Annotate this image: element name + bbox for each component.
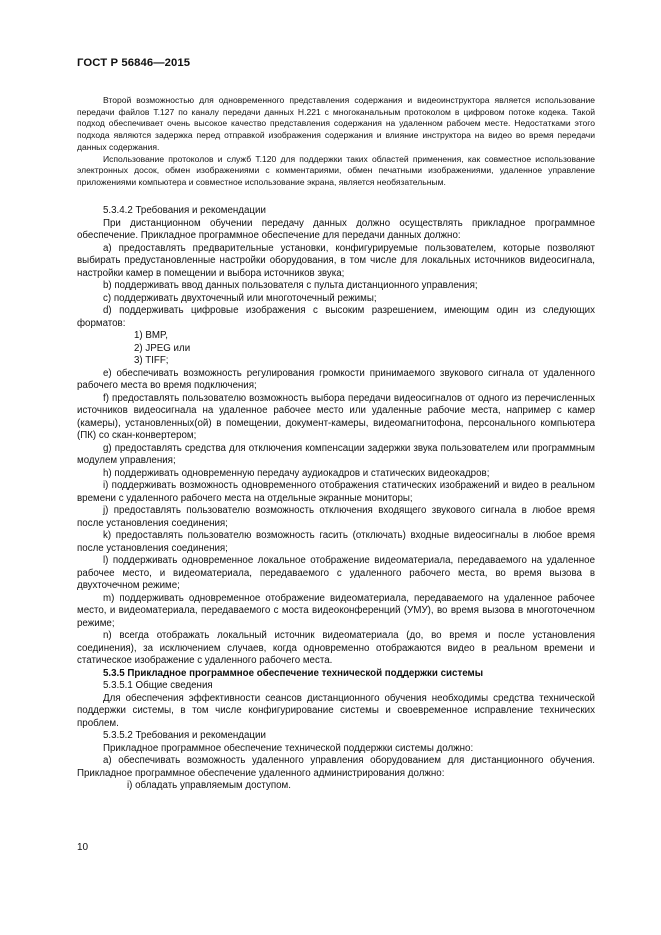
list-item: g) предоставлять средства для отключения компенсации задержки звука пользователем или программным модулем управления; xyxy=(77,442,595,466)
paragraph: Прикладное программное обеспечение технической поддержки системы должно: xyxy=(103,742,474,754)
list-item: l) поддерживать одновременное локальное отображение видеоматериала, передаваемого на удаленное рабочее место, и видеоматериала, передаваемого с удаленного рабочего места, во время вызова в двухточечном режиме; xyxy=(77,555,595,591)
section-heading: 5.3.5 Прикладное программное обеспечение технической поддержки системы xyxy=(103,667,484,679)
sub-list-item: 3) TIFF; xyxy=(134,355,169,366)
list-item: a) предоставлять предварительные установки, конфигурируемые пользователем, которые позволяют выбирать предустановленные настройки оборудования, в том числе для локальных источников видеосигнала, настройки камер в помещении и выбора источников звука; xyxy=(77,242,595,279)
subsection-heading: 5.3.5.1 Общие сведения xyxy=(103,680,213,691)
list-item: k) предоставлять пользователю возможность гасить (отключать) входные видеосигналы в любое время после установления соединения; xyxy=(77,530,595,554)
list-item: f) предоставлять пользователю возможность выбора передачи видеосигналов от одного из перечисленных источников видеосигнала на удаленное рабочее место или удаленные рабочие места, например с камер (камеры), установленных(ой) в помещении, документ-камеры, видеомагнитофона, персонального компьютера (ПК) со скан-конвертером; xyxy=(77,392,595,441)
page-number: 10 xyxy=(77,842,89,853)
list-item: n) всегда отображать локальный источник видеоматериала (до, во время и после установления соединения), за исключением случаев, когда одновременно отображаются видео в реальном времени и статическое изображение с удаленного рабочего места. xyxy=(77,630,595,666)
paragraph: При дистанционном обучении передачу данных должно осуществлять прикладное программное обеспечение. Прикладное программное обеспечение для передачи данных должно: xyxy=(77,217,595,241)
list-item: e) обеспечивать возможность регулирования громкости принимаемого звукового сигнала от удаленного рабочего места во время подключения; xyxy=(77,367,595,391)
subsection-heading: 5.3.5.2 Требования и рекомендации xyxy=(103,730,266,741)
list-item: i) поддерживать возможность одновременного отображения статических изображений и видео в реальном времени с удаленного рабочего места на отдельные экранные мониторы; xyxy=(77,480,595,504)
list-item: a) обеспечивать возможность удаленного управления оборудованием для дистанционного обучения. Прикладное программное обеспечение удаленного администрирования должно: xyxy=(77,755,595,779)
intro-section xyxy=(77,95,595,189)
sub-list-item: 2) JPEG или xyxy=(134,342,191,354)
list-item: c) поддерживать двухточечный или многоточечный режимы; xyxy=(103,292,377,304)
document-header: ГОСТ Р 56846—2015 xyxy=(77,57,191,69)
section-heading: 5.3.4.2 Требования и рекомендации xyxy=(103,205,266,216)
main-section xyxy=(77,205,595,793)
list-item: b) поддерживать ввод данных пользователя с пульта дистанционного управления; xyxy=(103,280,478,291)
list-item: j) предоставлять пользователю возможность отключения входящего звукового сигнала в любое время после установления соединения; xyxy=(77,505,595,529)
sub-list-item: 1) BMP, xyxy=(134,330,168,341)
paragraph: Для обеспечения эффективности сеансов дистанционного обучения необходимы средства технической поддержки системы, в том числе конфигурирование системы и своевременное исправление технических проблем. xyxy=(77,692,595,729)
list-item: d) поддерживать цифровые изображения с высоким разрешением, имеющим один из следующих форматов: xyxy=(77,305,595,329)
list-item: h) поддерживать одновременную передачу аудиокадров и статических видеокадров; xyxy=(103,467,490,479)
sub-list-item: i) обладать управляемым доступом. xyxy=(127,780,291,791)
intro-paragraph: Использование протоколов и служб Т.120 для поддержки таких областей применения, как совместное использование электронных досок, обмен изображениями с комментариями, обмен печатными изображениями, удаленное управление приложениями компьютера и совместное использование экрана, является необязательным. xyxy=(77,153,595,187)
list-item: m) поддерживать одновременное отображение видеоматериала, передаваемого на удаленное рабочее место, и видеоматериала, передаваемого с моста видеоконференций (УМУ), во время вызова в многоточечном режиме; xyxy=(77,592,595,629)
intro-paragraph: Второй возможностью для одновременного представления содержания и видеоинструктора является использование передачи файлов Т.127 по каналу передачи данных Н.221 с многоканальным протоколом в цифровом потоке кодека. Такой подход обеспечивает очень высокое качество представления содержания на удаленном рабочем месте. Недостатками этого подхода являются задержка перед отправкой изображения содержания и влияние инструктора на видео во время передачи данных содержания. xyxy=(77,95,595,152)
